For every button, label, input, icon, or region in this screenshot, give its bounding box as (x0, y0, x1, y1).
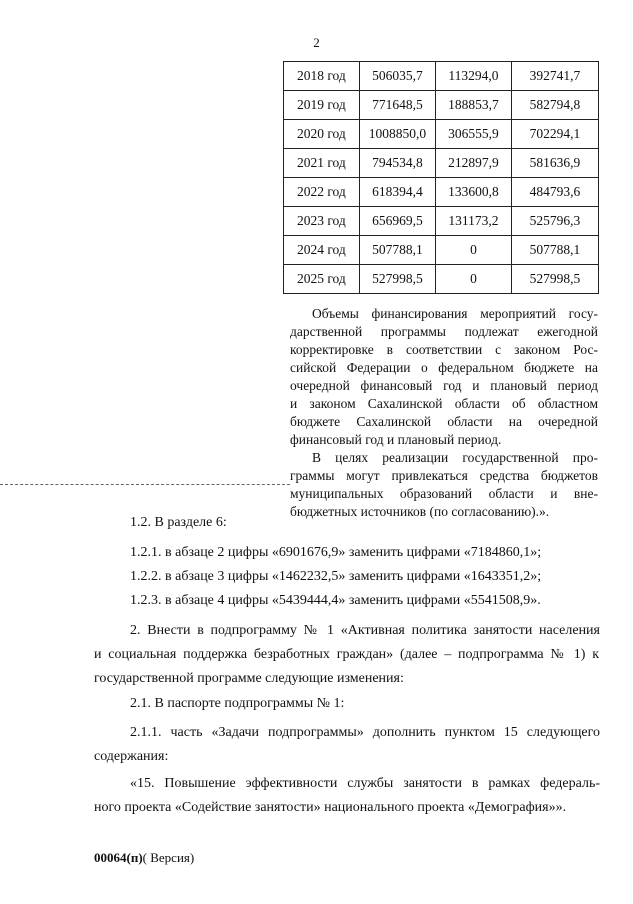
table-cell-v3: 702294,1 (511, 120, 598, 149)
item-1-2: 1.2. В разделе 6: (130, 515, 227, 530)
table-cell-v3: 581636,9 (511, 149, 598, 178)
table-cell-v2: 133600,8 (436, 178, 512, 207)
table-cell-v1: 794534,8 (359, 149, 435, 178)
paragraph-line: В целях реализации государственной про- (312, 450, 598, 465)
paragraph-line: очередной финансовый год и плановый период (290, 378, 598, 393)
table-row (284, 149, 599, 178)
paragraph-line: и законом Сахалинской области об областном (290, 396, 598, 411)
document-code: 00064(п) (94, 850, 143, 865)
document-footer (94, 850, 194, 866)
dashed-rule (0, 484, 290, 485)
paragraph-line: граммы могут привлекаться средства бюджетов (290, 468, 598, 483)
table-cell-v3: 392741,7 (511, 62, 598, 91)
paragraph-line: Объемы финансирования мероприятий госу- (312, 306, 598, 321)
funding-note-paragraph (290, 305, 598, 449)
item-15-line-2: ного проекта «Содействие занятости» национального проекта «Демография»». (94, 800, 567, 815)
paragraph-line: бюджете Сахалинской области на очередной (290, 414, 598, 429)
item-2-1: 2.1. В паспорте подпрограммы № 1: (130, 696, 345, 711)
table-cell-year: 2018 год (284, 62, 360, 91)
paragraph-line: муниципальных образований области и вне- (290, 486, 598, 501)
table-cell-v2: 212897,9 (436, 149, 512, 178)
table-cell-v3: 507788,1 (511, 236, 598, 265)
table-cell-v1: 656969,5 (359, 207, 435, 236)
table-row (284, 91, 599, 120)
paragraph-line: корректировке в соответствии с законом Рос- (290, 342, 598, 357)
table-cell-v2: 0 (436, 236, 512, 265)
paragraph-line: бюджетных источников (по согласованию).». (290, 504, 550, 519)
item-2-line-2: и социальная поддержка безработных граждан» (далее – подпрограмма № 1) к (94, 647, 599, 662)
table-row (284, 120, 599, 149)
table-cell-year: 2021 год (284, 149, 360, 178)
item-1-2-1: 1.2.1. в абзаце 2 цифры «6901676,9» заменить цифрами «7184860,1»; (130, 545, 542, 560)
table-cell-year: 2024 год (284, 236, 360, 265)
item-1-2-2: 1.2.2. в абзаце 3 цифры «1462232,5» заменить цифрами «1643351,2»; (130, 569, 542, 584)
table-cell-v2: 131173,2 (436, 207, 512, 236)
table-cell-year: 2022 год (284, 178, 360, 207)
table-cell-v1: 771648,5 (359, 91, 435, 120)
table-cell-v2: 306555,9 (436, 120, 512, 149)
item-1-2-3: 1.2.3. в абзаце 4 цифры «5439444,4» заменить цифрами «5541508,9». (130, 593, 541, 608)
table-cell-year: 2020 год (284, 120, 360, 149)
table-cell-v3: 527998,5 (511, 265, 598, 294)
paragraph-line: сийской Федерации о федеральном бюджете на (290, 360, 598, 375)
item-2-line-1: 2. Внести в подпрограмму № 1 «Активная политика занятости населения (130, 623, 600, 638)
item-2-line-3: государственной программе следующие изменения: (94, 671, 404, 686)
table-cell-year: 2019 год (284, 91, 360, 120)
item-15-line-1: «15. Повышение эффективности службы занятости в рамках федераль- (130, 776, 600, 791)
table-cell-v1: 1008850,0 (359, 120, 435, 149)
table-cell-year: 2023 год (284, 207, 360, 236)
table-cell-v3: 525796,3 (511, 207, 598, 236)
item-2-1-1-line-1: 2.1.1. часть «Задачи подпрограммы» дополнить пунктом 15 следующего (130, 725, 600, 740)
table-cell-v2: 0 (436, 265, 512, 294)
table-cell-v1: 507788,1 (359, 236, 435, 265)
page-number: 2 (313, 35, 320, 50)
table-row (284, 236, 599, 265)
table-row (284, 207, 599, 236)
table-cell-v1: 527998,5 (359, 265, 435, 294)
table-cell-v2: 188853,7 (436, 91, 512, 120)
funding-sources-paragraph (290, 449, 598, 521)
table-cell-year: 2025 год (284, 265, 360, 294)
table-row (284, 265, 599, 294)
table-row (284, 62, 599, 91)
paragraph-line: финансовый год и плановый период. (290, 432, 502, 447)
table-cell-v1: 506035,7 (359, 62, 435, 91)
document-version: ( Версия) (142, 850, 195, 865)
table-cell-v3: 582794,8 (511, 91, 598, 120)
table-cell-v1: 618394,4 (359, 178, 435, 207)
table-row (284, 178, 599, 207)
paragraph-line: дарственной программы подлежат ежегодной (290, 324, 598, 339)
table-cell-v3: 484793,6 (511, 178, 598, 207)
funding-table (283, 61, 599, 294)
item-2-1-1-line-2: содержания: (94, 749, 169, 764)
table-cell-v2: 113294,0 (436, 62, 512, 91)
